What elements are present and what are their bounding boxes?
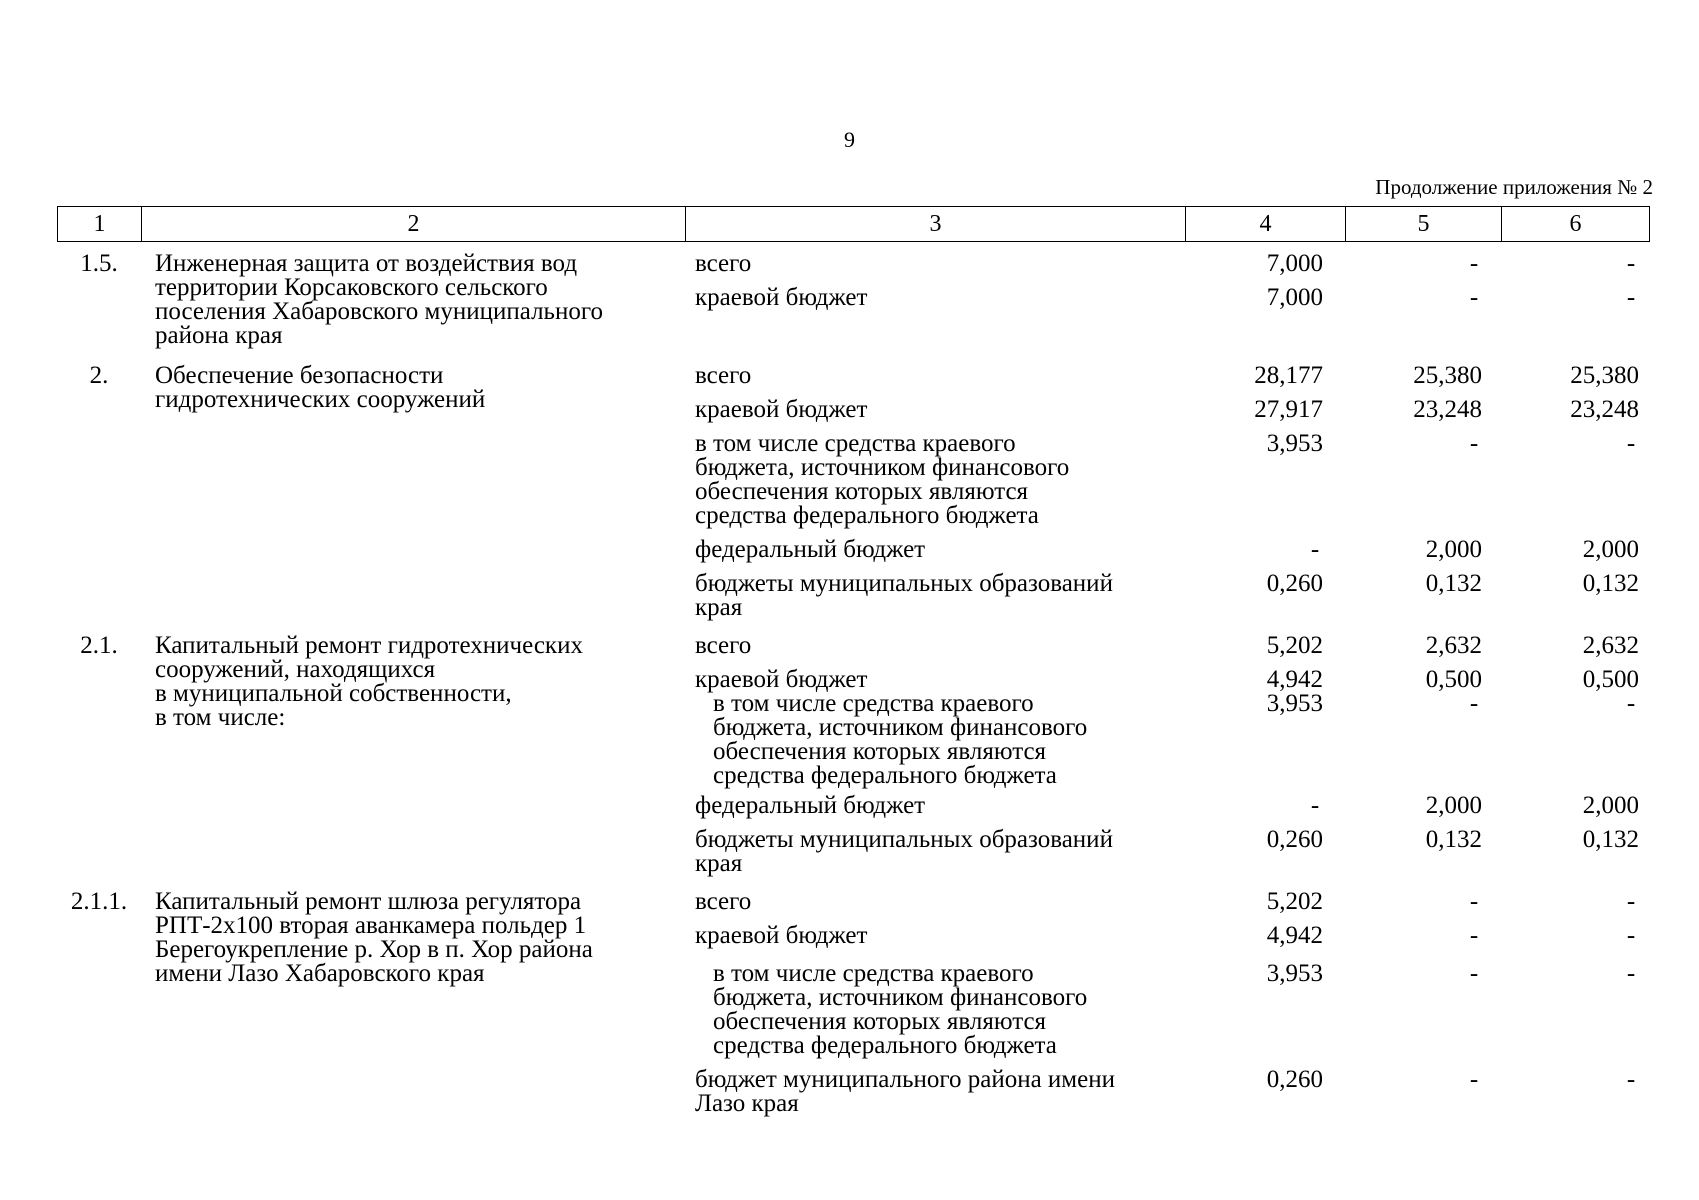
value: 7,000 bbox=[1266, 250, 1323, 277]
value: 3,953 bbox=[1266, 690, 1323, 717]
value-col-5 bbox=[1335, 252, 1492, 276]
value: 0,260 bbox=[1266, 826, 1323, 853]
funding-source-line: всего bbox=[695, 362, 752, 389]
value: 0,500 bbox=[1582, 666, 1639, 693]
value-col-5 bbox=[1335, 962, 1492, 1058]
funding-source-line: федеральный бюджет bbox=[695, 792, 926, 819]
funding-source-line: обеспечения которых являются bbox=[713, 1008, 1047, 1035]
funding-source bbox=[685, 1068, 1185, 1116]
value-col-5 bbox=[1335, 828, 1492, 876]
value-col-4 bbox=[1185, 398, 1335, 422]
value: 0,132 bbox=[1582, 570, 1639, 597]
value: - bbox=[1469, 1066, 1479, 1093]
value-col-5 bbox=[1335, 538, 1492, 562]
value: 0,132 bbox=[1582, 826, 1639, 853]
row-number: 2.1. bbox=[80, 632, 118, 659]
funding-source bbox=[685, 924, 1185, 948]
value: 25,380 bbox=[1570, 362, 1639, 389]
value: 25,380 bbox=[1413, 362, 1482, 389]
funding-source bbox=[685, 890, 1185, 914]
funding-source bbox=[685, 668, 1185, 692]
row-title-line: РПТ-2х100 вторая аванкамера польдер 1 bbox=[155, 912, 587, 939]
value: 2,632 bbox=[1582, 632, 1639, 659]
row-title-line: гидротехнических сооружений bbox=[155, 386, 486, 413]
funding-line bbox=[685, 252, 1649, 276]
value-col-5 bbox=[1335, 668, 1492, 692]
row-title bbox=[141, 252, 685, 348]
value: - bbox=[1626, 690, 1636, 717]
value: - bbox=[1626, 1066, 1636, 1093]
value-col-4 bbox=[1185, 432, 1335, 528]
value: 4,942 bbox=[1266, 922, 1323, 949]
value-col-5 bbox=[1335, 286, 1492, 310]
funding-source bbox=[685, 432, 1185, 528]
value-col-4 bbox=[1185, 634, 1335, 658]
value: - bbox=[1469, 888, 1479, 915]
funding-source bbox=[685, 634, 1185, 658]
value: - bbox=[1626, 922, 1636, 949]
funding-source-line: средства федерального бюджета bbox=[695, 502, 1039, 529]
row-title-line: Обеспечение безопасности bbox=[155, 362, 444, 389]
funding-source-line: бюджет муниципального района имени bbox=[695, 1066, 1115, 1093]
column-header-5: 5 bbox=[1346, 207, 1502, 242]
row-title-line: Инженерная защита от воздействия вод bbox=[155, 250, 578, 277]
value-col-6 bbox=[1492, 286, 1649, 310]
value: 0,500 bbox=[1425, 666, 1482, 693]
value: 3,953 bbox=[1266, 960, 1323, 987]
value: 5,202 bbox=[1266, 888, 1323, 915]
column-header-2: 2 bbox=[142, 207, 686, 242]
row-title-line: Берегоукрепление р. Хор в п. Хор района bbox=[155, 936, 593, 963]
value: 0,260 bbox=[1266, 1066, 1323, 1093]
funding-source-line: обеспечения которых являются bbox=[695, 478, 1029, 505]
value-col-6 bbox=[1492, 828, 1649, 876]
funding-line bbox=[685, 794, 1649, 818]
column-header-1: 1 bbox=[58, 207, 142, 242]
funding-source bbox=[685, 398, 1185, 422]
value-col-6 bbox=[1492, 962, 1649, 1058]
funding-line bbox=[685, 962, 1649, 1058]
value-col-5 bbox=[1335, 572, 1492, 620]
funding-source-line: бюджета, источником финансового bbox=[713, 714, 1088, 741]
value-col-6 bbox=[1492, 398, 1649, 422]
page-number: 9 bbox=[844, 127, 855, 152]
funding-lines bbox=[685, 252, 1649, 348]
funding-source-line: бюджета, источником финансового bbox=[713, 984, 1088, 1011]
value: 28,177 bbox=[1254, 362, 1323, 389]
value-col-6 bbox=[1492, 572, 1649, 620]
funding-source-line: в том числе средства краевого bbox=[713, 960, 1034, 987]
value: - bbox=[1469, 960, 1479, 987]
funding-source bbox=[685, 794, 1185, 818]
value: 2,632 bbox=[1425, 632, 1482, 659]
funding-line bbox=[685, 538, 1649, 562]
row-title-line: района края bbox=[155, 322, 283, 349]
funding-source-line: в том числе средства краевого bbox=[695, 430, 1016, 457]
funding-source bbox=[685, 538, 1185, 562]
value: - bbox=[1469, 430, 1479, 457]
row-title-line: поселения Хабаровского муниципального bbox=[155, 298, 603, 325]
value: 0,132 bbox=[1425, 570, 1482, 597]
column-header-row bbox=[58, 207, 1650, 242]
value-col-5 bbox=[1335, 924, 1492, 948]
value-col-6 bbox=[1492, 1068, 1649, 1116]
row-number: 2. bbox=[89, 362, 109, 389]
funding-source-line: всего bbox=[695, 632, 752, 659]
value-col-4 bbox=[1185, 668, 1335, 692]
value: 23,248 bbox=[1413, 396, 1482, 423]
value-col-6 bbox=[1492, 668, 1649, 692]
column-header-3: 3 bbox=[686, 207, 1186, 242]
column-header-6: 6 bbox=[1502, 207, 1650, 242]
row-title bbox=[141, 890, 685, 1116]
funding-source-line: бюджета, источником финансового bbox=[695, 454, 1070, 481]
funding-line bbox=[685, 634, 1649, 658]
funding-source-line: обеспечения которых являются bbox=[713, 738, 1047, 765]
value-col-6 bbox=[1492, 634, 1649, 658]
value-col-5 bbox=[1335, 692, 1492, 788]
value: - bbox=[1310, 536, 1320, 563]
value-col-4 bbox=[1185, 364, 1335, 388]
value-col-4 bbox=[1185, 252, 1335, 276]
continuation-label: Продолжение приложения № 2 bbox=[1375, 175, 1653, 199]
funding-source-line: краевой бюджет bbox=[695, 396, 868, 423]
value-col-4 bbox=[1185, 286, 1335, 310]
value-col-5 bbox=[1335, 398, 1492, 422]
value-col-4 bbox=[1185, 962, 1335, 1058]
row-title-line: Капитальный ремонт гидротехнических bbox=[155, 632, 583, 659]
value-col-4 bbox=[1185, 924, 1335, 948]
funding-source bbox=[685, 962, 1185, 1058]
funding-source bbox=[685, 572, 1185, 620]
value-col-5 bbox=[1335, 890, 1492, 914]
funding-line bbox=[685, 364, 1649, 388]
funding-line bbox=[685, 924, 1649, 948]
row-title-line: сооружений, находящихся bbox=[155, 656, 436, 683]
value-col-4 bbox=[1185, 828, 1335, 876]
value-col-5 bbox=[1335, 364, 1492, 388]
value: 2,000 bbox=[1582, 792, 1639, 819]
value: 2,000 bbox=[1582, 536, 1639, 563]
value: - bbox=[1626, 250, 1636, 277]
value-col-4 bbox=[1185, 538, 1335, 562]
value-col-6 bbox=[1492, 364, 1649, 388]
funding-source-line: края bbox=[695, 594, 743, 621]
row-number: 1.5. bbox=[80, 250, 118, 277]
value: - bbox=[1310, 792, 1320, 819]
row-title-line: территории Корсаковского сельского bbox=[155, 274, 548, 301]
funding-line bbox=[685, 286, 1649, 310]
funding-source-line: бюджеты муниципальных образований bbox=[695, 570, 1113, 597]
funding-line bbox=[685, 572, 1649, 620]
value: - bbox=[1469, 690, 1479, 717]
value-col-5 bbox=[1335, 1068, 1492, 1116]
funding-source bbox=[685, 364, 1185, 388]
column-header-4: 4 bbox=[1186, 207, 1346, 242]
value-col-6 bbox=[1492, 794, 1649, 818]
value: 0,260 bbox=[1266, 570, 1323, 597]
value-col-6 bbox=[1492, 538, 1649, 562]
funding-source-line: Лазо края bbox=[695, 1090, 799, 1117]
row-title bbox=[141, 634, 685, 876]
funding-source-line: федеральный бюджет bbox=[695, 536, 926, 563]
value: - bbox=[1626, 430, 1636, 457]
funding-source-line: всего bbox=[695, 888, 752, 915]
funding-source bbox=[685, 286, 1185, 310]
table-row bbox=[57, 364, 1649, 620]
funding-source bbox=[685, 252, 1185, 276]
funding-source-line: краевой бюджет bbox=[695, 284, 868, 311]
funding-line bbox=[685, 668, 1649, 692]
row-title-line: Капитальный ремонт шлюза регулятора bbox=[155, 888, 582, 915]
row-title bbox=[141, 364, 685, 620]
value: 23,248 bbox=[1570, 396, 1639, 423]
value-col-5 bbox=[1335, 432, 1492, 528]
funding-source-line: в том числе средства краевого bbox=[713, 690, 1034, 717]
value-col-4 bbox=[1185, 572, 1335, 620]
value-col-5 bbox=[1335, 634, 1492, 658]
funding-line bbox=[685, 828, 1649, 876]
value-col-6 bbox=[1492, 692, 1649, 788]
value: - bbox=[1469, 922, 1479, 949]
funding-line bbox=[685, 1068, 1649, 1116]
value: 5,202 bbox=[1266, 632, 1323, 659]
value-col-5 bbox=[1335, 794, 1492, 818]
value: - bbox=[1626, 284, 1636, 311]
funding-source-line: всего bbox=[695, 250, 752, 277]
value: - bbox=[1469, 250, 1479, 277]
value: - bbox=[1626, 960, 1636, 987]
value: 4,942 bbox=[1266, 666, 1323, 693]
row-number: 2.1.1. bbox=[70, 888, 128, 915]
funding-lines bbox=[685, 364, 1649, 620]
value: 3,953 bbox=[1266, 430, 1323, 457]
value-col-6 bbox=[1492, 924, 1649, 948]
value: 2,000 bbox=[1425, 536, 1482, 563]
funding-line bbox=[685, 398, 1649, 422]
value: 2,000 bbox=[1425, 792, 1482, 819]
value-col-6 bbox=[1492, 890, 1649, 914]
value-col-6 bbox=[1492, 432, 1649, 528]
value: - bbox=[1469, 284, 1479, 311]
funding-source-line: краевой бюджет bbox=[695, 922, 868, 949]
funding-source-line: бюджеты муниципальных образований bbox=[695, 826, 1113, 853]
value: 7,000 bbox=[1266, 284, 1323, 311]
value-col-4 bbox=[1185, 692, 1335, 788]
funding-source bbox=[685, 828, 1185, 876]
funding-lines bbox=[685, 890, 1649, 1116]
value-col-6 bbox=[1492, 252, 1649, 276]
value-col-4 bbox=[1185, 794, 1335, 818]
value-col-4 bbox=[1185, 1068, 1335, 1116]
table-row bbox=[57, 890, 1649, 1116]
funding-source-line: средства федерального бюджета bbox=[713, 762, 1057, 789]
funding-lines bbox=[685, 634, 1649, 876]
funding-source-line: средства федерального бюджета bbox=[713, 1032, 1057, 1059]
funding-line bbox=[685, 890, 1649, 914]
funding-source-line: края bbox=[695, 850, 743, 877]
value: - bbox=[1626, 888, 1636, 915]
row-title-line: в муниципальной собственности, bbox=[155, 680, 512, 707]
table-row bbox=[57, 252, 1649, 348]
row-title-line: имени Лазо Хабаровского края bbox=[155, 960, 485, 987]
value-col-4 bbox=[1185, 890, 1335, 914]
value: 0,132 bbox=[1425, 826, 1482, 853]
funding-line bbox=[685, 692, 1649, 788]
row-title-line: в том числе: bbox=[155, 704, 286, 731]
funding-source bbox=[685, 692, 1185, 788]
funding-line bbox=[685, 432, 1649, 528]
table-row bbox=[57, 634, 1649, 876]
funding-source-line: краевой бюджет bbox=[695, 666, 868, 693]
table-body bbox=[57, 252, 1649, 1116]
value: 27,917 bbox=[1254, 396, 1323, 423]
column-header-table bbox=[57, 206, 1650, 242]
